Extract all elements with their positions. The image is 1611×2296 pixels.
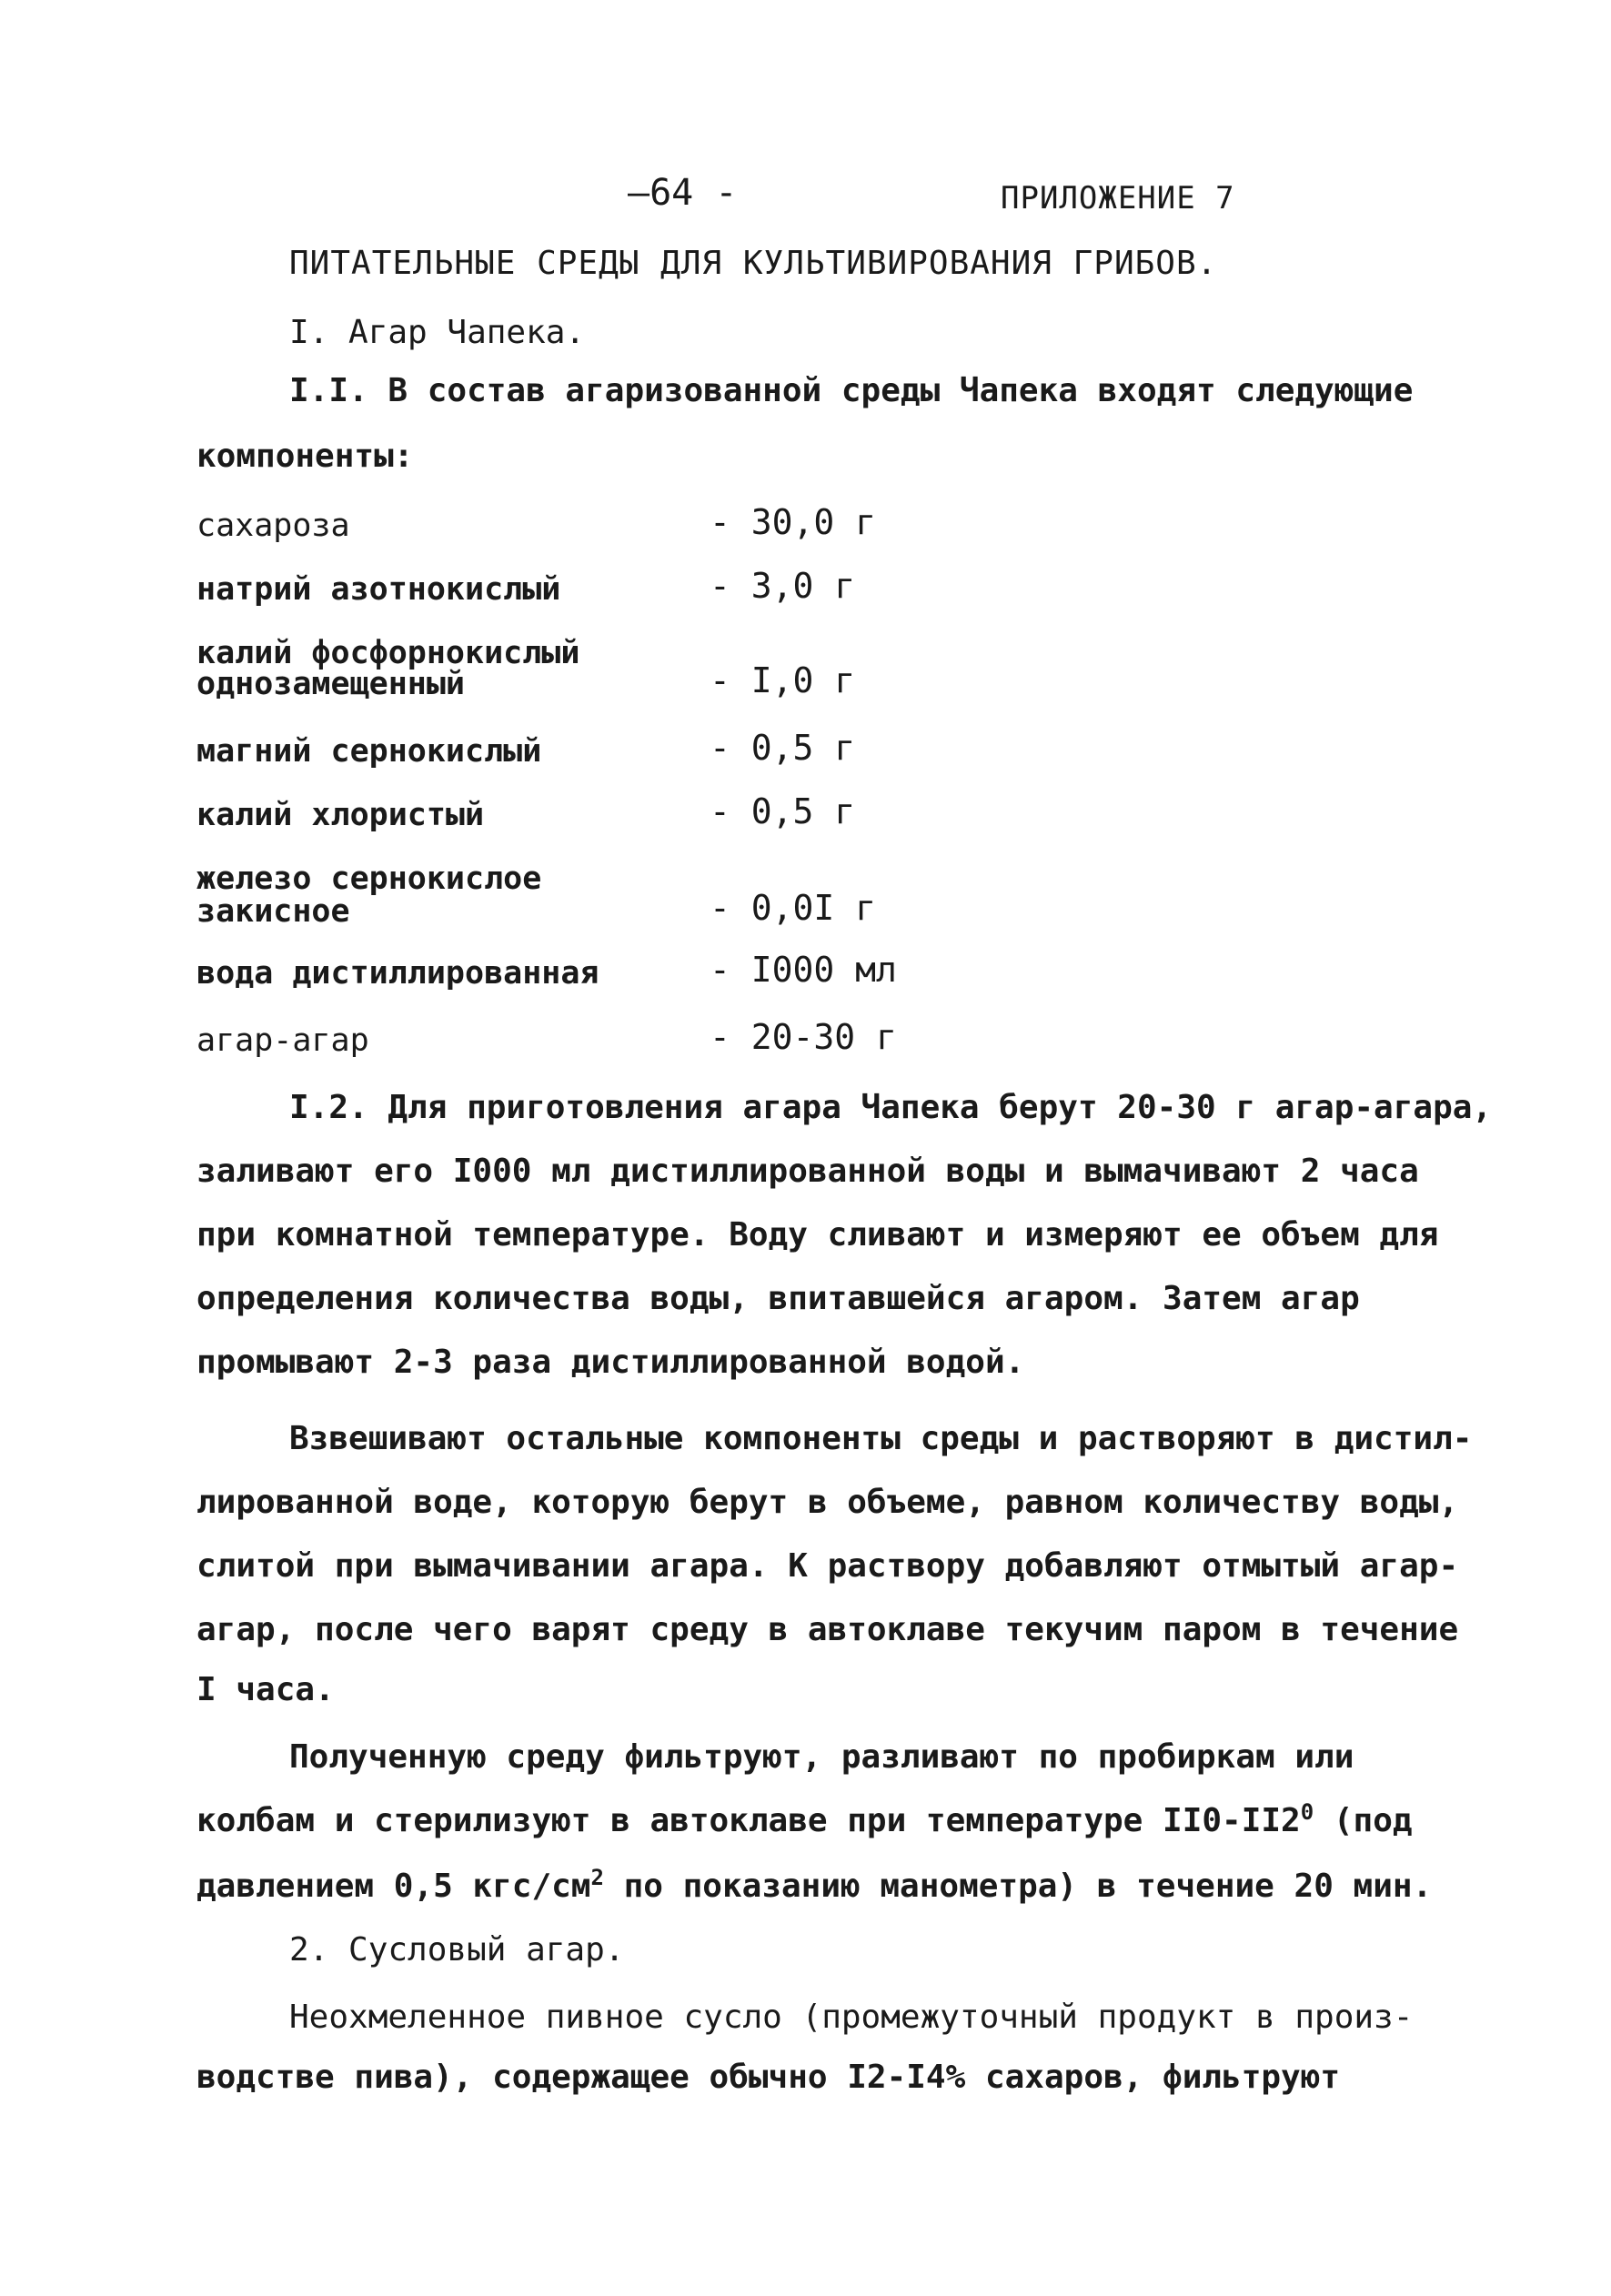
component-value: - 20-30 г: [710, 1017, 897, 1057]
paragraph-line: агар, после чего варят среду в автоклаве текучим паром в течение: [196, 1611, 1459, 1648]
paragraph-line: определения количества воды, впитавшейся агаром. Затем агар: [196, 1280, 1360, 1317]
paragraph-line: при комнатной температуре. Воду сливают и измеряют ее объем для: [196, 1216, 1439, 1254]
superscript: 2: [590, 1865, 604, 1890]
appendix-label: ПРИЛОЖЕНИЕ 7: [1001, 180, 1235, 217]
section-heading: I. Агар Чапека.: [289, 314, 586, 351]
component-value: - 30,0 г: [710, 502, 877, 542]
component-value: - 0,5 г: [710, 791, 856, 831]
component-value: - 0,5 г: [710, 728, 856, 768]
paragraph-line: I.2. Для приготовления агара Чапека берут 20-30 г агар-агара,: [289, 1089, 1493, 1126]
component-name: агар-агар: [196, 1022, 369, 1059]
text-run: по показанию манометра) в течение 20 мин.: [603, 1868, 1433, 1905]
component-value: - I000 мл: [710, 950, 897, 990]
paragraph-line: [196, 1867, 1432, 1907]
paragraph-line: Взвешивают остальные компоненты среды и растворяют в дистил-: [289, 1420, 1473, 1457]
paragraph-line: компоненты:: [196, 438, 414, 475]
component-value: - 3,0 г: [710, 566, 856, 606]
component-name: сахароза: [196, 508, 350, 544]
document-title: ПИТАТЕЛЬНЫЕ СРЕДЫ ДЛЯ КУЛЬТИВИРОВАНИЯ ГРИБОВ.: [289, 245, 1218, 282]
text-run: (под: [1314, 1802, 1413, 1839]
section-heading: 2. Сусловый агар.: [289, 1931, 625, 1969]
component-value: - 0,0I г: [710, 888, 877, 928]
component-value: - I,0 г: [710, 660, 856, 700]
component-name-cont: однозамещенный: [196, 666, 466, 702]
paragraph-line: водстве пива), содержащее обычно I2-I4% сахаров, фильтруют: [196, 2059, 1341, 2096]
paragraph-line: промывают 2-3 раза дистиллированной водой.: [196, 1344, 1025, 1381]
paragraph-line: лированной воде, которую берут в объеме, равном количеству воды,: [196, 1484, 1459, 1521]
paragraph-line: Полученную среду фильтруют, разливают по пробиркам или: [289, 1738, 1354, 1776]
paragraph-line: [196, 1801, 1413, 1841]
component-name: натрий азотнокислый: [196, 571, 561, 608]
component-name: калий фосфорнокислый: [196, 635, 580, 671]
component-name: вода дистиллированная: [196, 955, 599, 992]
paragraph-line: I часа.: [196, 1671, 335, 1708]
paragraph-line: Неохмеленное пивное сусло (промежуточный продукт в произ-: [289, 1999, 1414, 2036]
component-name-cont: закисное: [196, 893, 350, 930]
paragraph-line: слитой при вымачивании агара. К раствору добавляют отмытый агар-: [196, 1547, 1459, 1585]
component-name: калий хлористый: [196, 797, 485, 833]
component-name: магний сернокислый: [196, 733, 542, 770]
paragraph-line: заливают его I000 мл дистиллированной воды и вымачивают 2 часа: [196, 1153, 1419, 1190]
paragraph-line: I.I. В состав агаризованной среды Чапека входят следующие: [289, 372, 1414, 409]
page-number: —64 -: [628, 172, 738, 214]
superscript: 0: [1300, 1799, 1314, 1825]
text-run: давлением 0,5 кгс/см: [196, 1868, 591, 1905]
component-name: железо сернокислое: [196, 861, 542, 897]
text-run: колбам и стерилизуют в автоклаве при температуре II0-II2: [196, 1802, 1301, 1839]
